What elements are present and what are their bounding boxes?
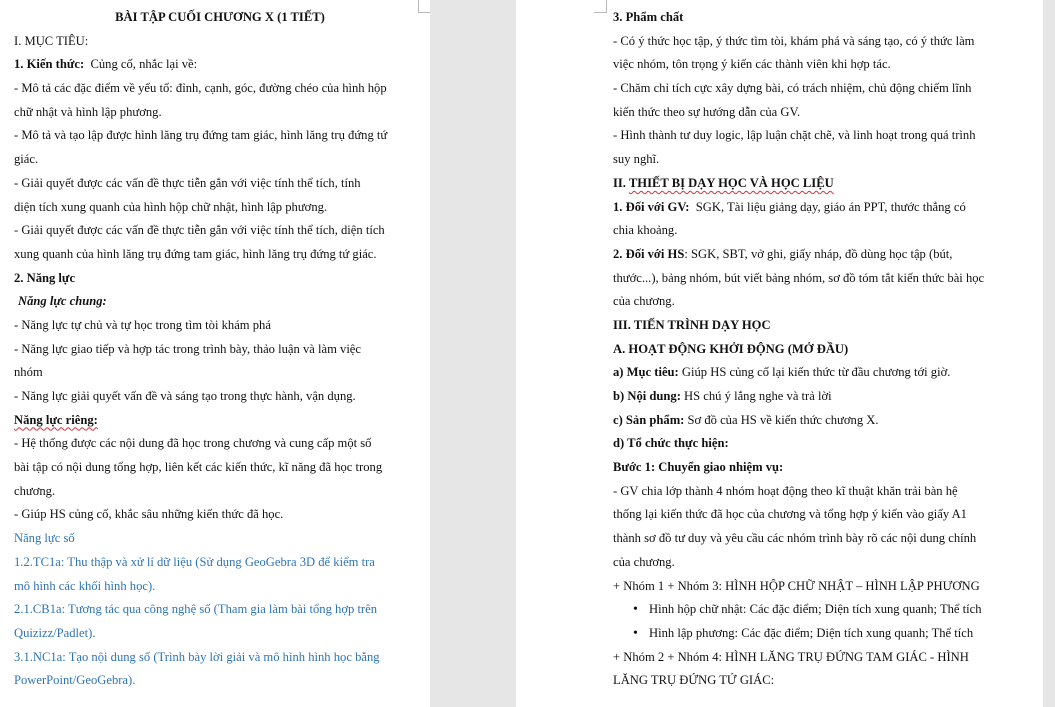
bullet-item: • Hình hộp chữ nhật: Các đặc điểm; Diện tích xung quanh; Thể tích [613,598,1031,622]
paragraph [14,409,426,433]
text-line: - Giúp HS củng cố, khắc sâu những kiến thức đã học. [14,507,284,522]
subheading: 2. Năng lực [14,270,76,285]
text-line: - Hệ thống được các nội dung đã học trong chương và cung cấp một số [14,436,372,451]
subheading: d) Tổ chức thực hiện: [613,436,729,451]
text-line: - Có ý thức học tập, ý thức tìm tòi, khám phá và sáng tạo, có ý thức làm [613,33,975,48]
page-gap-right [1043,0,1055,707]
text-line: - Năng lực giải quyết vấn đề và sáng tạo trong thực hành, vận dụng. [14,389,356,403]
text-line-blue: 3.1.NC1a: Tạo nội dung số (Trình bày lời giải và mô hình hình học bằng [14,649,380,664]
document-page-left[interactable] [0,0,430,707]
subheading: 1. Đối với GV: [613,199,690,214]
text-line: giác. [14,152,39,167]
text-line: của chương. [613,554,675,569]
section-title-spellcheck: THIẾT BỊ DẠY HỌC VÀ HỌC LIỆU [628,175,834,190]
section-heading: A. HOẠT ĐỘNG KHỞI ĐỘNG (MỞ ĐẦU) [613,341,849,356]
page-text-column [14,6,426,693]
text-line: - Mô tả và tạo lập được hình lăng trụ đứng tam giác, hình lăng trụ đứng tứ [14,128,388,143]
text-line: của chương. [613,294,675,309]
text-line: + Nhóm 2 + Nhóm 4: HÌNH LĂNG TRỤ ĐỨNG TAM GIÁC - HÌNH [613,649,969,664]
subheading: b) Nội dung: [613,389,681,403]
text-run: Củng cố, nhắc lại về: [90,57,198,72]
text-run: : SGK, SBT, vở ghi, giấy nháp, đồ dùng học tập (bút, [684,246,953,261]
text-line: - Giải quyết được các vấn đề thực tiễn gắn với việc tính thể tích, tính [14,175,361,190]
text-line-blue: Quizizz/Padlet). [14,625,96,640]
page-gap [430,0,516,707]
subheading-italic: Năng lực chung: [18,294,107,309]
text-run: Giúp HS củng cố lại kiến thức từ đầu chương tới giờ. [678,365,951,380]
subheading: 1. Kiến thức: [14,57,85,72]
text-line: - Giải quyết được các vấn đề thực tiễn gắn với việc tính thể tích, diện tích [14,223,385,238]
text-run: HS chú ý lắng nghe và trả lời [680,389,832,403]
text-line: - Mô tả các đặc điểm về yếu tố: đỉnh, cạnh, góc, đường chéo của hình hộp [14,81,387,96]
text-line: kiến thức theo sự hướng dẫn của GV. [613,104,801,119]
subheading: c) Sản phẩm: [613,412,685,427]
text-line: - Chăm chỉ tích cực xây dựng bài, có trách nhiệm, chủ động chiếm lĩnh [613,81,972,96]
paragraph [613,243,1031,267]
section-number: II. [613,175,626,190]
text-line: suy nghĩ. [613,152,660,167]
text-line-blue: 1.2.TC1a: Thu thập và xử lí dữ liệu (Sử dụng GeoGebra 3D để kiểm tra [14,554,375,569]
section-heading: III. TIẾN TRÌNH DẠY HỌC [613,317,771,332]
text-line: - Năng lực giao tiếp và hợp tác trong trình bày, thảo luận và làm việc [14,341,361,356]
subheading: a) Mục tiêu: [613,365,679,380]
paragraph [14,53,426,77]
document-title: BÀI TẬP CUỐI CHƯƠNG X (1 TIẾT) [115,10,325,24]
text-line: thước...), bảng nhóm, bút viết bảng nhóm, sơ đồ tóm tắt kiến thức bài học [613,270,985,285]
text-line: chữ nhật và hình lập phương. [14,104,162,119]
paragraph [613,385,1031,409]
paragraph [613,361,1031,385]
text-line: LĂNG TRỤ ĐỨNG TỨ GIÁC: [613,673,775,688]
text-line-blue: PowerPoint/GeoGebra). [14,673,136,688]
text-line: thống lại kiến thức đã học của chương và tổng hợp ý kiến vào giấy A1 [613,507,967,522]
text-line: bài tập có nội dung tổng hợp, liên kết các kiến thức, kĩ năng đã học trong [14,460,383,475]
text-line: diện tích xung quanh của hình hộp chữ nhật, hình lập phương. [14,199,328,214]
text-run: SGK, Tài liệu giảng dạy, giáo án PPT, thước thẳng có [695,199,966,214]
subheading-blue: Năng lực số [14,531,75,546]
text-line: - Hình thành tư duy logic, lập luận chặt chẽ, và linh hoạt trong quá trình [613,128,976,143]
text-line: thành sơ đồ tư duy và yêu cầu các nhóm trình bày rõ các nội dung chính [613,531,977,546]
text-line: xung quanh của hình lăng trụ đứng tam giác, hình lăng trụ đứng tứ giác. [14,246,377,261]
text-line: - Năng lực tự chủ và tự học trong tìm tòi khám phá [14,317,271,332]
bullet-item: • Hình lập phương: Các đặc điểm; Diện tích xung quanh; Thể tích [613,622,1031,646]
text-line: việc nhóm, tôn trọng ý kiến các thành viên khi hợp tác. [613,57,891,72]
subheading: Bước 1: Chuyển giao nhiệm vụ: [613,460,784,475]
margin-corner-mark [594,0,607,13]
paragraph [613,409,1031,433]
text-line: + Nhóm 1 + Nhóm 3: HÌNH HỘP CHỮ NHẬT – HÌNH LẬP PHƯƠNG [613,578,980,593]
section-heading: I. MỤC TIÊU: [14,33,89,48]
subheading: 3. Phẩm chất [613,10,684,24]
paragraph [613,196,1031,220]
text-line-blue: mô hình các khối hình học). [14,578,156,593]
text-line: chương. [14,483,56,498]
subheading: 2. Đối với HS [613,246,685,261]
document-page-right[interactable] [516,0,1043,707]
text-line-blue: 2.1.CB1a: Tương tác qua công nghệ số (Tham gia làm bài tổng hợp trên [14,602,378,617]
text-line: nhóm [14,365,43,380]
subheading-spellcheck: Năng lực riêng: [14,412,98,427]
page-text-column [613,6,1031,693]
text-line: - GV chia lớp thành 4 nhóm hoạt động theo kĩ thuật khăn trải bàn hệ [613,483,958,498]
text-line: chia khoảng. [613,223,678,238]
section-heading [613,172,1031,196]
text-run: Sơ đồ của HS về kiến thức chương X. [684,412,879,427]
